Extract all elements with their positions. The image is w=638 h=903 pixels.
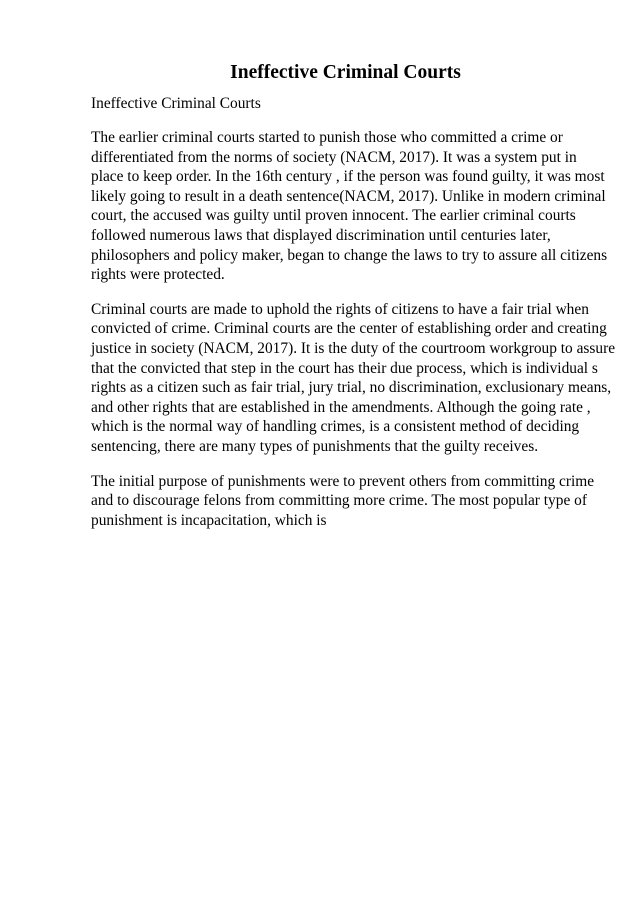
paragraph-line: convicted of crime. Criminal courts are the center of establishing order and creating [91,320,607,338]
paragraph-line: sentencing, there are many types of punishments that the guilty receives. [91,437,539,455]
paragraph-line: place to keep order. In the 16th century , if the person was found guilty, it was most [91,168,605,186]
paragraph-line: differentiated from the norms of society (NACM, 2017). It was a system put in [91,148,577,166]
paragraph-1 [91,128,608,285]
paragraph-line: likely going to result in a death sentence(NACM, 2017). Unlike in modern criminal [91,187,606,205]
paragraph-2 [91,300,616,457]
document-subtitle: Ineffective Criminal Courts [91,95,261,112]
paragraph-line: The initial purpose of punishments were to prevent others from committing crime [91,472,595,490]
paragraph-3 [91,472,595,531]
paragraph-line: rights as a citizen such as fair trial, jury trial, no discrimination, exclusionary means, [91,379,612,397]
document-title: Ineffective Criminal Courts [230,62,461,83]
paragraph-line: philosophers and policy maker, began to change the laws to try to assure all citizens [91,246,608,264]
paragraph-line: justice in society (NACM, 2017). It is the duty of the courtroom workgroup to assure [91,339,616,357]
paragraph-line: court, the accused was guilty until proven innocent. The earlier criminal courts [91,207,576,225]
paragraph-line: which is the normal way of handling crimes, is a consistent method of deciding [91,418,580,436]
paragraph-line: rights were protected. [91,266,225,284]
paragraph-line: Criminal courts are made to uphold the rights of citizens to have a fair trial when [91,300,589,318]
paragraph-line: and to discourage felons from committing more crime. The most popular type of [91,492,587,510]
paragraph-line: punishment is incapacitation, which is [91,511,327,529]
paragraph-line: that the convicted that step in the court has their due process, which is individual s [91,359,598,377]
paragraph-line: and other rights that are established in the amendments. Although the going rate , [91,398,591,416]
paragraph-line: The earlier criminal courts started to punish those who committed a crime or [91,129,563,146]
paragraph-line: followed numerous laws that displayed discrimination until centuries later, [91,226,551,244]
